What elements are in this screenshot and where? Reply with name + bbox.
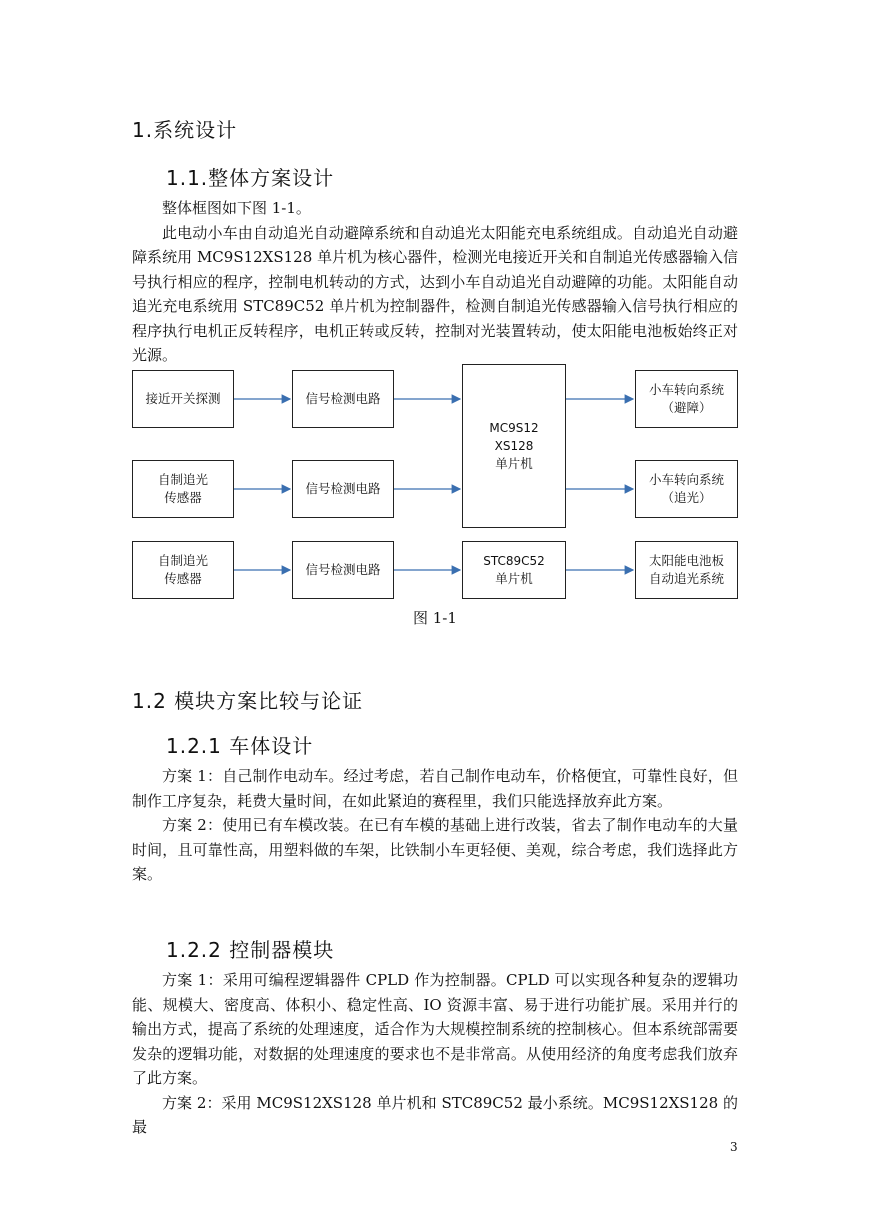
- page-number: 3: [730, 1140, 738, 1154]
- car-paragraph: 方案 2：使用已有车模改装。在已有车模的基础上进行改装，省去了制作电动车的大量时间，且可靠性高，用塑料做的车架，比铁制小车更轻便、美观，综合考虑，我们选择此方案。: [132, 816, 738, 883]
- section-heading-1-2: 1.2 模块方案比较与论证: [132, 689, 364, 713]
- box-mcu-mc9s12xs128: [462, 364, 566, 528]
- intro-paragraph: 此电动小车由自动追光自动避障系统和自动追光太阳能充电系统组成。自动追光自动避障系统用 MC9S12XS128 单片机为核心器件，检测光电接近开关和自制追光传感器输入信号执行相应的程序，控制电机转动的方式，达到小车自动追光自动避障的功能。太阳能自动追光充电系统用 STC89C52 单片机为控制器件，检测自制追光传感器输入信号执行相应的程序执行电机正反转程序，电机正转或反转，控制对光装置转动，使太阳能电池板始终正对光源。: [132, 223, 738, 364]
- box-label: 太阳能电池板: [648, 553, 724, 568]
- box-label: 信号检测电路: [305, 391, 381, 406]
- box-label: 小车转向系统: [648, 472, 724, 487]
- box-solar-panel: [635, 541, 738, 599]
- box-label: 传感器: [164, 571, 202, 586]
- box-proximity-switch: [132, 370, 234, 428]
- box-light-sensor-1: [132, 460, 234, 518]
- controller-paragraph: 方案 2：采用 MC9S12XS128 单片机和 STC89C52 最小系统。MC9S12XS128 的最: [132, 1093, 738, 1136]
- box-label: 小车转向系统: [648, 382, 724, 397]
- box-label: XS128: [494, 439, 534, 453]
- car-paragraph: 方案 1：自己制作电动车。经过考虑，若自己制作电动车，价格便宜，可靠性良好，但制作工序复杂，耗费大量时间，在如此紧迫的赛程里，我们只能选择放弃此方案。: [132, 767, 738, 810]
- box-label: （追光）: [661, 490, 712, 505]
- section-heading-1-2-2: 1.2.2 控制器模块: [166, 938, 335, 962]
- box-label: 单片机: [495, 571, 533, 586]
- controller-text: [132, 968, 738, 1140]
- box-steering-avoid: [635, 370, 738, 428]
- car-design-text: [132, 764, 738, 887]
- box-signal-detect-2: [292, 460, 394, 518]
- box-label: MC9S12: [489, 421, 539, 435]
- box-label: 自动追光系统: [648, 571, 724, 586]
- box-mcu-stc89c52: [462, 541, 566, 599]
- box-label: 自制追光: [157, 553, 208, 568]
- section-heading-1: 1.系统设计: [132, 118, 238, 142]
- box-label: 信号检测电路: [305, 562, 381, 577]
- box-light-sensor-2: [132, 541, 234, 599]
- box-label: 信号检测电路: [305, 481, 381, 496]
- box-label: （避障）: [661, 400, 712, 415]
- box-steering-track: [635, 460, 738, 518]
- box-label: 自制追光: [157, 472, 208, 487]
- section-heading-1-2-1: 1.2.1 车体设计: [166, 734, 314, 758]
- box-signal-detect-1: [292, 370, 394, 428]
- box-signal-detect-3: [292, 541, 394, 599]
- section-heading-1-1: 1.1.整体方案设计: [166, 166, 335, 190]
- box-label: 单片机: [495, 456, 533, 471]
- intro-paragraph: 整体框图如下图 1-1。: [162, 199, 311, 217]
- controller-paragraph: 方案 1：采用可编程逻辑器件 CPLD 作为控制器。CPLD 可以实现各种复杂的逻辑功能、规模大、密度高、体积小、稳定性高、IO 资源丰富、易于进行功能扩展。采用并行的输出方式，提高了系统的处理速度，适合作为大规模控制系统的控制核心。但本系统部需要发杂的逻辑功能，对数据的处理速度的要求也不是非常高。从使用经济的角度考虑我们放弃了此方案。: [132, 971, 738, 1087]
- figure-caption: 图 1-1: [413, 609, 457, 627]
- box-label: STC89C52: [483, 554, 545, 568]
- box-label: 接近开关探测: [145, 391, 221, 406]
- box-label: 传感器: [164, 490, 202, 505]
